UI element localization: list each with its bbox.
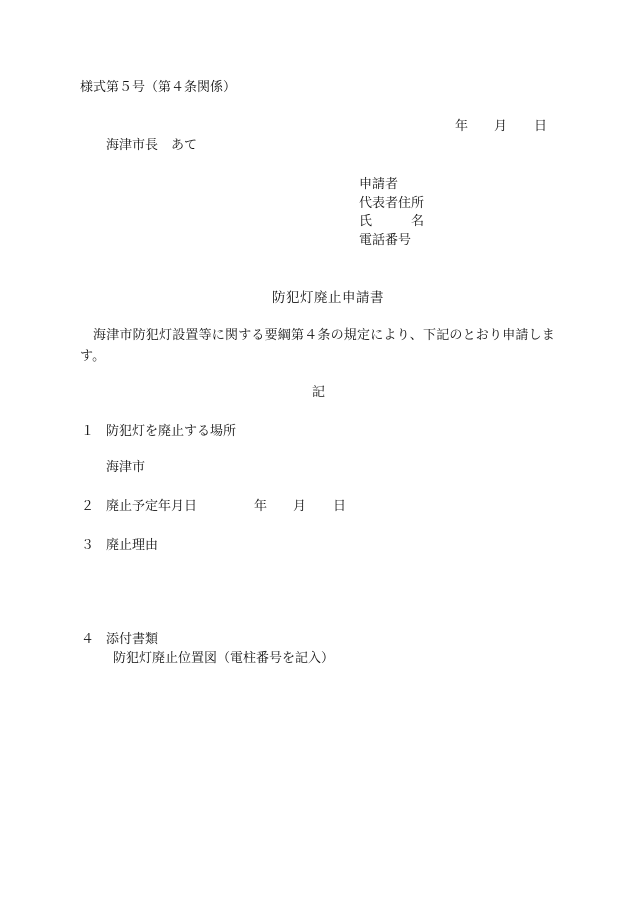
date-month-label: 月 — [494, 119, 508, 134]
form-number: 様式第５号（第４条関係） — [80, 80, 237, 95]
date-year-label: 年 — [455, 119, 469, 134]
item-2-day-label: 日 — [333, 499, 347, 514]
ki-heading: 記 — [312, 385, 326, 400]
item-1-number: １ — [81, 424, 95, 439]
applicant-name-label-first: 氏 — [359, 214, 373, 229]
item-3-label: 廃止理由 — [106, 538, 159, 553]
item-2-label: 廃止予定年月日 — [106, 499, 198, 514]
item-2-month-label: 月 — [293, 499, 307, 514]
item-2-year-label: 年 — [254, 499, 268, 514]
item-2-number: ２ — [81, 499, 95, 514]
date-day-label: 日 — [534, 119, 548, 134]
item-1-label: 防犯灯を廃止する場所 — [106, 424, 237, 439]
item-1-value: 海津市 — [106, 460, 146, 475]
applicant-heading: 申請者 — [359, 177, 399, 192]
addressee: 海津市長 あて — [106, 138, 198, 153]
item-3-number: ３ — [81, 538, 95, 553]
document-title: 防犯灯廃止申請書 — [272, 290, 384, 306]
applicant-address-label: 代表者住所 — [359, 196, 425, 211]
body-paragraph: 海津市防犯灯設置等に関する要綱第４条の規定により、下記のとおり申請します。 — [80, 328, 556, 364]
item-4-label: 添付書類 — [106, 632, 159, 647]
item-4-number: ４ — [81, 632, 95, 647]
item-4-value: 防犯灯廃止位置図（電柱番号を記入） — [113, 651, 335, 666]
applicant-name-label-second: 名 — [411, 214, 425, 229]
applicant-phone-label: 電話番号 — [359, 233, 412, 248]
